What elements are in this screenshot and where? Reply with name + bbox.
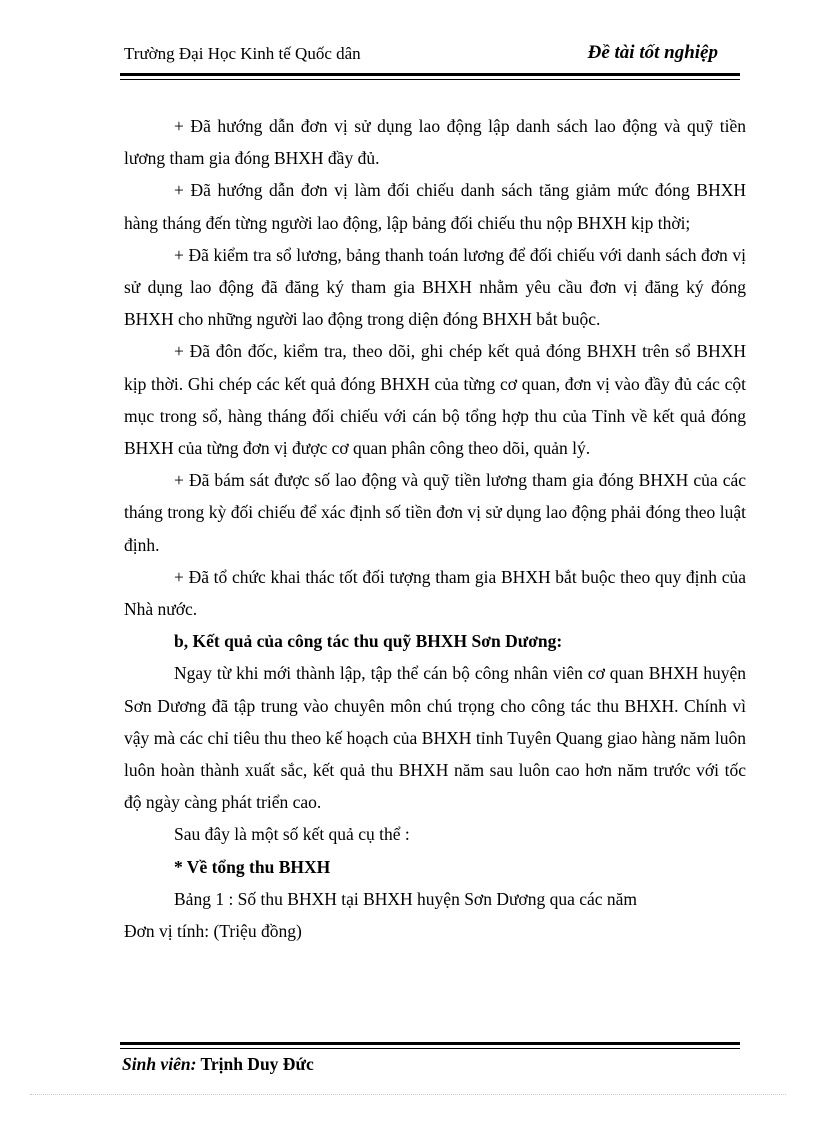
- paragraph: + Đã tổ chức khai thác tốt đối tượng tham gia BHXH bắt buộc theo quy định của Nhà nước.: [124, 566, 746, 620]
- paragraph: + Đã kiểm tra sổ lương, bảng thanh toán lương để đối chiếu với danh sách đơn vị sử dụng lao động đã đăng ký tham gia BHXH nhằm yêu cầu đơn vị đăng ký đóng BHXH cho những người lao động trong diện đóng BHXH bắt buộc.: [124, 244, 746, 330]
- table-caption: Bảng 1 : Số thu BHXH tại BHXH huyện Sơn Dương qua các năm: [174, 888, 638, 909]
- footer-rule-thick: [120, 1042, 740, 1045]
- page-bottom-divider: [30, 1094, 786, 1095]
- unit-note: Đơn vị tính: (Triệu đồng): [124, 921, 302, 942]
- footer-rule-thin: [120, 1048, 740, 1049]
- section-heading: b, Kết quả của công tác thu quỹ BHXH Sơn Dương:: [174, 631, 563, 652]
- page-header: [120, 44, 740, 68]
- thesis-topic: Đề tài tốt nghiệp: [587, 42, 718, 63]
- paragraph: + Đã đôn đốc, kiểm tra, theo dõi, ghi chép kết quả đóng BHXH trên sổ BHXH kịp thời. Ghi chép các kết quả đóng BHXH của từng cơ quan, đơn vị vào đầy đủ các cột mục trong sổ, hàng tháng đối chiếu với cán bộ tổng hợp thu của Tỉnh về kết quả đóng BHXH của từng đơn vị được cơ quan phân công theo dõi, quản lý.: [124, 341, 746, 459]
- school-name: Trường Đại Học Kinh tế Quốc dân: [124, 44, 361, 63]
- footer-label: Sinh viên:: [122, 1054, 197, 1074]
- paragraph: + Đã bám sát được số lao động và quỹ tiền lương tham gia đóng BHXH của các tháng trong kỳ đối chiếu để xác định số tiền đơn vị sử dụng lao động phải đóng theo luật định.: [124, 470, 746, 555]
- header-rule-thick: [120, 73, 740, 76]
- document-body: [124, 110, 746, 947]
- header-rule-thin: [120, 79, 740, 80]
- intro-line: Sau đây là một số kết quả cụ thể :: [174, 824, 410, 845]
- section-paragraph: Ngay từ khi mới thành lập, tập thể cán bộ công nhân viên cơ quan BHXH huyện Sơn Dương đã tập trung vào chuyên môn chú trọng cho công tác thu BHXH. Chính vì vậy mà các chỉ tiêu thu theo kế hoạch của BHXH tỉnh Tuyên Quang giao hàng năm luôn luôn hoàn thành xuất sắc, kết quả thu BHXH năm sau luôn cao hơn năm trước với tốc độ ngày càng phát triển cao.: [124, 663, 746, 813]
- page-footer: [122, 1054, 314, 1075]
- paragraph: + Đã hướng dẫn đơn vị sử dụng lao động lập danh sách lao động và quỹ tiền lương tham gia đóng BHXH đầy đủ.: [124, 116, 746, 169]
- student-name: Trịnh Duy Đức: [200, 1054, 314, 1074]
- paragraph: + Đã hướng dẫn đơn vị làm đối chiếu danh sách tăng giảm mức đóng BHXH hàng tháng đến từng người lao động, lập bảng đối chiếu thu nộp BHXH kịp thời;: [124, 180, 746, 233]
- subheading: * Về tổng thu BHXH: [174, 856, 331, 877]
